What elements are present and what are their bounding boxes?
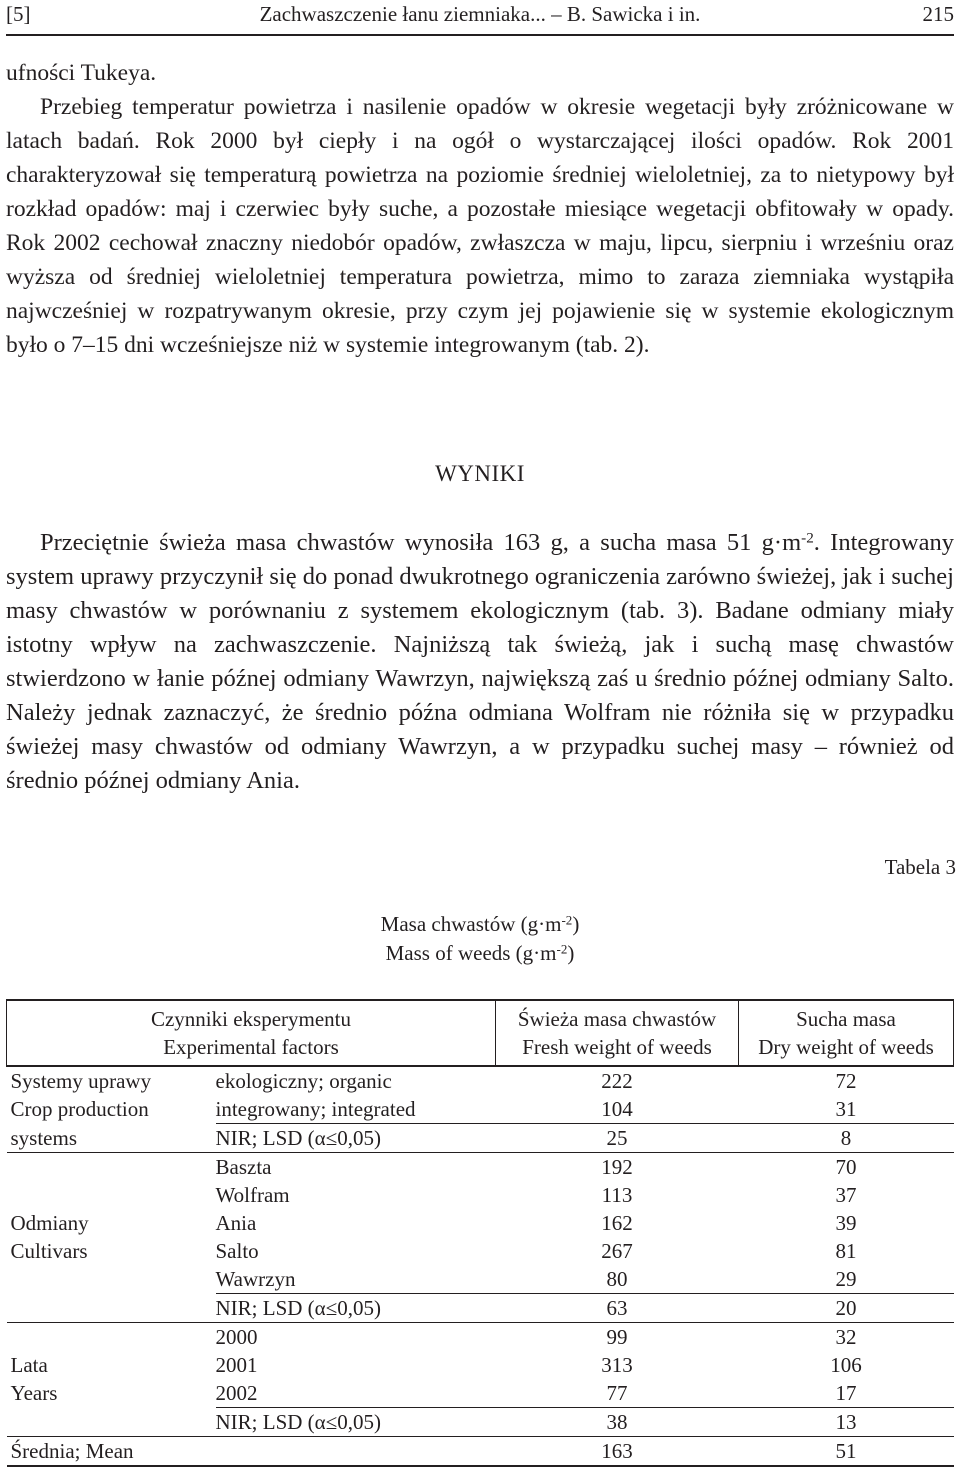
caption-en-close: )	[567, 941, 575, 965]
fresh-cell: 104	[496, 1095, 739, 1124]
table-row	[7, 1351, 954, 1379]
factor-cell: Salto	[215, 1239, 259, 1263]
fresh-cell: 192	[496, 1153, 739, 1182]
weed-mass-table	[6, 999, 954, 1467]
factor-cell: 2002	[216, 1379, 496, 1408]
factor-cell: NIR; LSD (α≤0,05)	[215, 1296, 381, 1320]
header-fresh-pl: Świeża masa chwastów	[517, 1007, 717, 1031]
dry-cell: 32	[739, 1323, 954, 1352]
paragraph-1-text: ufności Tukeya.	[6, 60, 157, 86]
header-ref: [5]	[6, 2, 31, 26]
caption-pl-close: )	[572, 912, 580, 936]
dry-cell: 37	[835, 1183, 857, 1207]
fresh-cell: 63	[606, 1296, 628, 1320]
header-factors-pl: Czynniki eksperymentu	[150, 1007, 352, 1031]
caption-en	[0, 939, 960, 968]
table-row	[7, 1209, 954, 1237]
fresh-cell: 99	[496, 1323, 739, 1352]
factor-cell: 2001	[215, 1353, 258, 1377]
header-fresh	[496, 1000, 739, 1066]
fresh-cell: 113	[601, 1183, 633, 1207]
table-row	[7, 1323, 954, 1352]
dry-cell: 29	[739, 1265, 954, 1294]
paragraph-3-text-a: Przeciętnie świeża masa chwastów wynosiła 163 g, a sucha masa 51 g·m	[40, 529, 802, 556]
group-label: Crop production	[10, 1097, 149, 1121]
group-label: Systemy uprawy	[10, 1069, 152, 1093]
table-header-row	[7, 1000, 954, 1066]
table-row	[7, 1153, 954, 1182]
factor-cell: NIR; LSD (α≤0,05)	[215, 1410, 381, 1434]
header-fresh-en: Fresh weight of weeds	[522, 1035, 712, 1059]
factor-cell: NIR; LSD (α≤0,05)	[215, 1126, 381, 1150]
body-paragraph-1	[6, 56, 954, 362]
caption-en-text: Mass of weeds (g·m	[385, 941, 557, 965]
table-row	[7, 1265, 954, 1294]
factor-cell: integrowany; integrated	[216, 1095, 496, 1124]
fresh-cell: 313	[601, 1353, 633, 1377]
group-label: Years	[10, 1381, 58, 1405]
factor-cell: Wawrzyn	[216, 1265, 496, 1294]
section-heading: WYNIKI	[435, 461, 525, 486]
fresh-cell: 222	[601, 1069, 633, 1093]
caption-pl-text: Masa chwastów (g·m	[380, 912, 562, 936]
factor-cell: Ania	[215, 1211, 257, 1235]
dry-cell: 70	[739, 1153, 954, 1182]
group-label: Odmiany	[10, 1211, 89, 1235]
fresh-cell: 38	[606, 1410, 628, 1434]
factor-cell: Baszta	[216, 1153, 496, 1182]
header-dry	[739, 1000, 954, 1066]
fresh-cell: 77	[496, 1379, 739, 1408]
dry-cell: 106	[830, 1353, 862, 1377]
table-row	[7, 1379, 954, 1408]
table-row	[7, 1181, 954, 1209]
paragraph-3-text-b: . Integrowany system uprawy przyczynił się do ponad dwukrotnego ograniczenia zarówno świeżej, jak i suchej masy chwastów w porównaniu z systemem ekologicznym (tab. 3). Badane odmiany miały istotny wpływ na zachwaszczenie. Najniższą tak świeżą, jak i suchą masę chwastów stwierdzono w łanie późnej odmiany Wawrzyn, największą zaś u średnio późnej odmiany Salto. Należy jednak zaznaczyć, że średnio późna odmiana Wolfram nie różniła się w przypadku świeżej masy chwastów od odmiany Wawrzyn, a w przypadku suchej masy – również od średnio późnej odmiany Ania.	[6, 529, 954, 794]
page-number: 215	[922, 2, 954, 26]
body-paragraph-3	[6, 526, 954, 798]
dry-cell: 17	[739, 1379, 954, 1408]
table-row	[7, 1294, 954, 1323]
group-label: Cultivars	[10, 1239, 88, 1263]
table-row	[7, 1095, 954, 1124]
table-row	[7, 1066, 954, 1095]
paragraph-3-sup: -2	[801, 529, 814, 547]
mean-fresh: 163	[496, 1437, 739, 1467]
dry-cell: 20	[835, 1296, 857, 1320]
fresh-cell: 25	[606, 1126, 628, 1150]
paragraph-2-text: Przebieg temperatur powietrza i nasilenie opadów w okresie wegetacji były zróżnicowane w latach badań. Rok 2000 był ciepły i na ogół o wystarczającej ilości opadów. Rok 2001 charakteryzował się temperaturą powietrza na poziomie średniej wieloletniej, za to nietypowy był rozkład opadów: maj i czerwiec były suche, a pozostałe miesiące wegetacji obfitowały w opady. Rok 2002 cechował znaczny niedobór opadów, zwłaszcza w maju, lipcu, sierpniu i wrześniu oraz wyższa od średniej wieloletniej temperatura powietrza, mimo to zaraza ziemniaka wystąpiła najwcześniej w rozpatrywanym okresie, przy czym jej pojawienie się w systemie ekologicznym było o 7–15 dni wcześniejsze niż w systemie integrowanym (tab. 2).	[6, 94, 954, 358]
caption-en-sup: -2	[556, 941, 568, 957]
table-row	[7, 1124, 954, 1153]
table-row	[7, 1237, 954, 1265]
header-factors	[7, 1000, 496, 1066]
running-header	[6, 0, 954, 36]
table-caption	[0, 910, 960, 968]
table-row	[7, 1408, 954, 1437]
dry-cell: 8	[840, 1126, 852, 1150]
header-title: Zachwaszczenie łanu ziemniaka... – B. Sawicka i in.	[259, 2, 701, 26]
dry-cell: 31	[739, 1095, 954, 1124]
header-dry-en: Dry weight of weeds	[758, 1035, 934, 1059]
dry-cell: 13	[835, 1410, 857, 1434]
header-dry-pl: Sucha masa	[796, 1007, 896, 1031]
group-label: systems	[10, 1125, 78, 1150]
table-label: Tabela 3	[884, 855, 956, 879]
dry-cell: 39	[835, 1211, 857, 1235]
header-factors-en: Experimental factors	[163, 1035, 339, 1059]
caption-pl-sup: -2	[561, 912, 573, 928]
mean-row	[7, 1437, 954, 1467]
group-label: Lata	[10, 1353, 48, 1377]
factor-cell: 2000	[216, 1323, 496, 1352]
fresh-cell: 267	[601, 1239, 633, 1263]
dry-cell: 72	[835, 1069, 857, 1093]
factor-cell: ekologiczny; organic	[215, 1069, 392, 1093]
caption-pl	[0, 910, 960, 939]
factor-cell: Wolfram	[215, 1183, 290, 1207]
fresh-cell: 80	[496, 1265, 739, 1294]
mean-dry: 51	[739, 1437, 954, 1467]
dry-cell: 81	[835, 1239, 857, 1263]
fresh-cell: 162	[601, 1211, 633, 1235]
mean-label: Średnia; Mean	[7, 1437, 496, 1467]
